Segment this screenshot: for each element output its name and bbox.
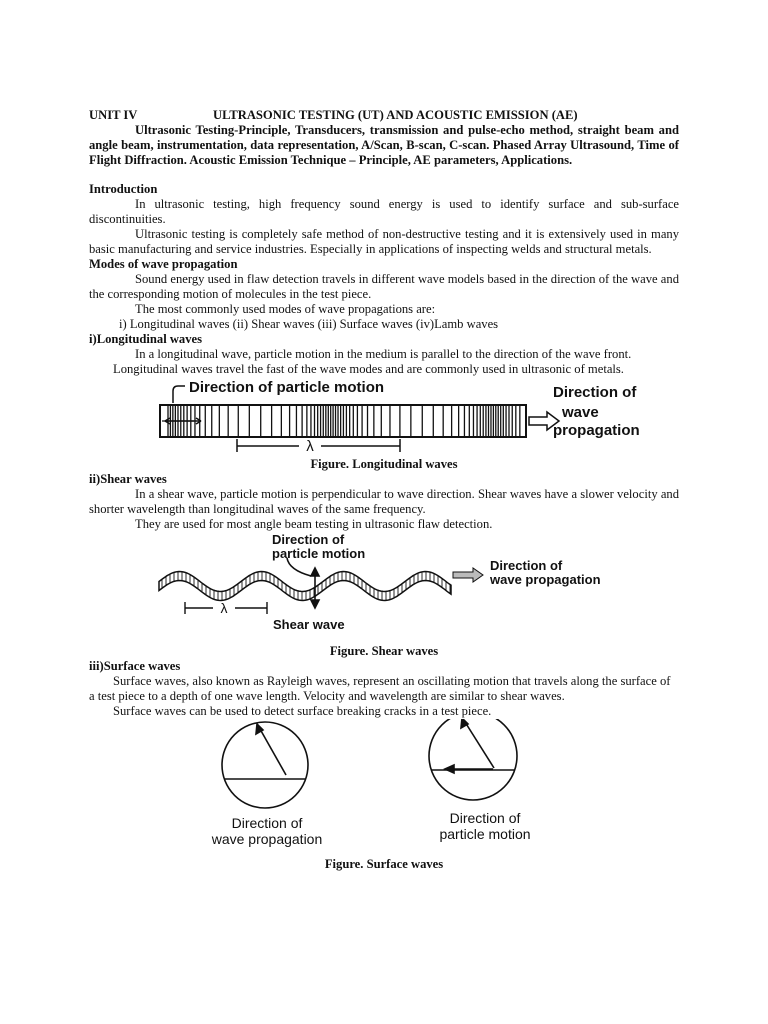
fig-long-lambda: λ: [306, 438, 314, 455]
surface-heading: iii)Surface waves: [89, 659, 181, 673]
modes-paragraph-1: Sound energy used in flaw detection travels in different wave models based in the direction of the wave and the corresponding motion of molecules in the test piece.: [89, 272, 679, 301]
fig-long-particle-label: Direction of particle motion: [189, 379, 385, 396]
wavelength-marker: [237, 439, 400, 452]
fig-shear-particle-label-2: particle motion: [272, 546, 366, 561]
unit-header: [89, 108, 679, 123]
fig-shear-prop-label-2: wave propagation: [490, 572, 601, 587]
longitudinal-paragraph-1: In a longitudinal wave, particle motion in the medium is parallel to the direction of the wave front.: [135, 347, 632, 361]
fig-shear-particle-label-1: Direction of: [272, 532, 345, 547]
shear-wave-ribbon: [159, 572, 451, 601]
fig-shear-lambda: λ: [220, 600, 228, 616]
surface-paragraph-1: Surface waves, also known as Rayleigh waves, represent an oscillating motion that travels along the surface of a test piece to a depth of one wave length. Velocity and wavelength are similar to shear waves.: [89, 674, 671, 703]
shear-wave-figure: [89, 532, 679, 642]
longitudinal-bar: [160, 405, 526, 437]
fig-long-prop-label-2: wave: [562, 404, 599, 421]
longitudinal-paragraph-2: Longitudinal waves travel the fast of the wave modes and are commonly used in ultrasonic of metals.: [113, 362, 624, 376]
fig-surface-left-label-1: Direction of: [231, 815, 303, 831]
fig-long-prop-label-1: Direction of: [553, 384, 637, 401]
propagation-arrow-icon: [453, 568, 483, 582]
fig-shear-wave-label: Shear wave: [273, 617, 345, 632]
intro-paragraph-2: Ultrasonic testing is completely safe method of non-destructive testing and it is extensively used in many basic manufacturing and service industries. Especially in applications of inspecting welds and structural metals.: [89, 227, 679, 256]
intro-paragraph-1: In ultrasonic testing, high frequency sound energy is used to identify surface and sub-surface discontinuities.: [89, 197, 679, 226]
surface-wave-figure: [89, 719, 679, 849]
intro-heading: Introduction: [89, 182, 158, 196]
fig-surface-right-label-1: Direction of: [449, 810, 521, 826]
surface-circle-right: [429, 719, 517, 800]
surface-caption: Figure. Surface waves: [324, 857, 444, 871]
modes-heading: Modes of wave propagation: [89, 257, 238, 271]
fig-long-prop-label-3: propagation: [553, 422, 640, 439]
shear-heading: ii)Shear waves: [89, 472, 167, 486]
unit-title: ULTRASONIC TESTING (UT) AND ACOUSTIC EMISSION (AE): [213, 108, 578, 122]
shear-paragraph-2: They are used for most angle beam testing in ultrasonic flaw detection.: [135, 517, 493, 531]
shear-caption: Figure. Shear waves: [329, 644, 439, 658]
longitudinal-caption: Figure. Longitudinal waves: [310, 457, 458, 471]
modes-list: i) Longitudinal waves (ii) Shear waves (iii) Surface waves (iv)Lamb waves: [119, 317, 499, 331]
unit-number: UNIT IV: [89, 108, 138, 122]
longitudinal-heading: i)Longitudinal waves: [89, 332, 203, 346]
syllabus-text: Ultrasonic Testing-Principle, Transducers, transmission and pulse-echo method, straight beam and angle beam, instrumentation, data representation, A/Scan, B-scan, C-scan. Phased Array Ultrasound, Time of Flight Diffraction. Acoustic Emission Technique – Principle, AE parameters, Applications.: [89, 123, 679, 167]
surface-paragraph-2: Surface waves can be used to detect surface breaking cracks in a test piece.: [113, 704, 492, 718]
fig-shear-prop-label-1: Direction of: [490, 558, 563, 573]
surface-circle-left: [222, 722, 308, 808]
fig-surface-right-label-2: particle motion: [439, 826, 531, 842]
modes-paragraph-2: The most commonly used modes of wave propagations are:: [135, 302, 436, 316]
shear-paragraph-1: In a shear wave, particle motion is perpendicular to wave direction. Shear waves have a slower velocity and shorter wavelength than longitudinal waves of the same frequency.: [89, 487, 679, 516]
fig-surface-left-label-2: wave propagation: [211, 831, 323, 847]
document-page: [89, 108, 679, 872]
longitudinal-wave-figure: [89, 377, 679, 457]
